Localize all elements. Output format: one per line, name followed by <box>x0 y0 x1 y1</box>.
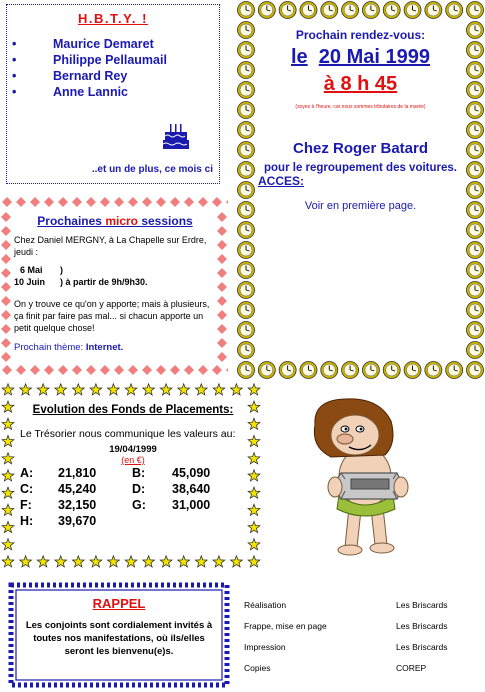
birthday-item <box>7 68 219 84</box>
birthday-title: H.B.T.Y. ! <box>78 11 148 26</box>
clock-icon <box>300 2 317 19</box>
micro-body: On y trouve ce qu'on y apporte; mais à plusieurs, ça finit par faire pas mal... si chacun apporte un petit quelque chose! <box>14 299 210 333</box>
fund-value: 45,090 <box>172 466 211 480</box>
star-icon <box>213 384 225 395</box>
credit-row <box>244 600 474 621</box>
star-icon <box>248 401 260 412</box>
credit-role: Copies <box>244 663 271 673</box>
birthday-cake-icon <box>162 121 190 151</box>
clock-icon <box>300 362 317 379</box>
star-icon <box>248 435 260 446</box>
star-icon <box>125 384 137 395</box>
rendezvous-place: Chez Roger Batard <box>292 140 429 157</box>
clock-icon <box>467 242 484 259</box>
clock-icon <box>238 102 255 119</box>
date-2: 10 Juin <box>14 277 46 287</box>
clock-icon <box>467 362 484 379</box>
clock-icon <box>467 162 484 179</box>
rendezvous-content <box>258 24 463 358</box>
credit-row <box>244 621 474 642</box>
funds-title: Evolution des Fonds de Placements: <box>32 404 234 416</box>
clock-icon <box>238 282 255 299</box>
rendezvous-purpose: pour le regroupement des voitures. <box>264 162 457 174</box>
reminder-title: RAPPEL <box>92 596 146 611</box>
birthday-footer: ..et un de plus, ce mois ci <box>91 164 213 175</box>
star-icon <box>195 384 207 395</box>
star-icon <box>143 556 155 567</box>
star-icon <box>248 470 260 481</box>
funds-intro: Le Trésorier nous communique les valeurs au: <box>20 428 236 440</box>
clock-icon <box>467 182 484 199</box>
bullet: • <box>12 85 17 99</box>
credit-row <box>244 642 474 663</box>
clock-icon <box>238 2 255 19</box>
star-icon <box>20 384 32 395</box>
reminder-text: Les conjoints sont cordialement invités à toutes nos manifestations, où ils/elles seront les bienvenu(e)s. <box>25 620 213 657</box>
clock-icon <box>238 22 255 39</box>
star-icon <box>160 384 172 395</box>
table-row <box>20 497 210 513</box>
star-icon <box>248 539 260 550</box>
clock-icon <box>279 362 296 379</box>
micro-sessions-content <box>14 210 216 364</box>
title-highlight: micro <box>105 214 138 228</box>
date-le: le <box>290 46 308 68</box>
funds-table <box>20 465 210 529</box>
bullet: • <box>12 37 17 51</box>
star-icon <box>248 504 260 515</box>
fund-label: D: <box>132 482 146 496</box>
clock-icon <box>321 362 338 379</box>
clock-icon <box>238 122 255 139</box>
title-suffix: sessions <box>138 214 193 228</box>
fund-label: A: <box>20 466 34 480</box>
star-icon <box>72 384 84 395</box>
fund-value: 31,000 <box>172 498 211 512</box>
credit-who: Les Briscards <box>396 621 448 631</box>
paren: ) <box>60 265 63 275</box>
star-icon <box>2 521 14 532</box>
clock-icon <box>467 22 484 39</box>
fund-value: 39,670 <box>58 514 97 528</box>
title-prefix: Prochaines <box>37 214 106 228</box>
fund-label: B: <box>132 466 146 480</box>
clock-icon <box>467 122 484 139</box>
acces-label: ACCES: <box>258 174 305 188</box>
clock-icon <box>467 342 484 359</box>
funds-content <box>20 402 246 554</box>
star-icon <box>248 418 260 429</box>
clock-icon <box>238 342 255 359</box>
clock-icon <box>362 362 379 379</box>
clock-icon <box>467 302 484 319</box>
theme-label: Prochain thème: <box>14 342 84 353</box>
clock-icon <box>238 242 255 259</box>
clock-icon <box>446 2 463 19</box>
credit-who: COREP <box>396 663 427 673</box>
credit-role: Réalisation <box>244 600 287 610</box>
credit-who: Les Briscards <box>396 600 448 610</box>
star-icon <box>108 384 120 395</box>
clock-icon <box>258 362 275 379</box>
fund-value: 38,640 <box>172 482 211 496</box>
clock-icon <box>342 2 359 19</box>
birthday-item <box>7 84 219 100</box>
fund-value: 21,810 <box>58 466 97 480</box>
star-icon <box>2 487 14 498</box>
star-icon <box>2 504 14 515</box>
fund-label <box>132 513 172 529</box>
star-icon <box>20 556 32 567</box>
reminder-stamp <box>8 582 230 688</box>
clock-icon <box>238 82 255 99</box>
date-value: 20 Mai 1999 <box>318 46 430 68</box>
star-icon <box>213 556 225 567</box>
bullet: • <box>12 69 17 83</box>
birthday-name: Maurice Demaret <box>53 37 154 51</box>
caveman-illustration <box>305 395 425 560</box>
clock-icon <box>279 2 296 19</box>
clock-icon <box>467 42 484 59</box>
clock-icon <box>362 2 379 19</box>
clock-icon <box>467 102 484 119</box>
clock-icon <box>238 262 255 279</box>
rendezvous-note: (soyez à l'heure, car nous sommes tributaires de la marée) <box>295 104 426 110</box>
birthday-name: Bernard Rey <box>53 69 128 83</box>
clock-icon <box>321 2 338 19</box>
clock-icon <box>238 302 255 319</box>
star-icon <box>55 556 67 567</box>
clock-icon <box>238 362 255 379</box>
credit-role: Frappe, mise en page <box>244 621 327 631</box>
clock-icon <box>238 162 255 179</box>
clock-icon <box>467 202 484 219</box>
star-icon <box>90 556 102 567</box>
star-icon <box>125 556 137 567</box>
star-icon <box>248 556 260 567</box>
star-icon <box>55 384 67 395</box>
fund-label: H: <box>20 514 34 528</box>
funds-date: 19/04/1999 <box>109 444 157 455</box>
micro-sessions-box <box>0 196 228 376</box>
star-icon <box>143 384 155 395</box>
star-icon <box>2 418 14 429</box>
birthday-name: Philippe Pellaumail <box>53 53 167 67</box>
clock-icon <box>238 182 255 199</box>
time-text: ) à partir de 9h/9h30. <box>60 277 148 287</box>
fund-label: C: <box>20 482 34 496</box>
fund-value: 32,150 <box>58 498 97 512</box>
star-icon <box>248 384 260 395</box>
credit-row <box>244 663 474 684</box>
credit-role: Impression <box>244 642 286 652</box>
clock-icon <box>467 62 484 79</box>
clock-icon <box>467 142 484 159</box>
birthday-item <box>7 36 219 52</box>
clock-icon <box>404 362 421 379</box>
clock-icon <box>467 282 484 299</box>
clock-icon <box>425 2 442 19</box>
star-icon <box>2 435 14 446</box>
star-icon <box>2 470 14 481</box>
star-icon <box>2 539 14 550</box>
table-row <box>20 465 210 481</box>
clock-icon <box>404 2 421 19</box>
clock-icon <box>467 2 484 19</box>
clock-icon <box>425 362 442 379</box>
star-icon <box>178 384 190 395</box>
fund-label: G: <box>132 498 146 512</box>
clock-icon <box>383 2 400 19</box>
micro-intro: Chez Daniel MERGNY, à La Chapelle sur Erdre, jeudi : <box>14 235 207 257</box>
star-icon <box>37 384 49 395</box>
birthday-list <box>7 36 219 100</box>
star-icon <box>108 556 120 567</box>
micro-theme <box>14 342 216 353</box>
star-icon <box>160 556 172 567</box>
bullet: • <box>12 53 17 67</box>
date-1: 6 Mai <box>20 265 43 275</box>
clock-icon <box>238 202 255 219</box>
star-icon <box>2 556 14 567</box>
clock-icon <box>238 322 255 339</box>
clock-icon <box>342 362 359 379</box>
star-icon <box>2 453 14 464</box>
star-icon <box>2 401 14 412</box>
micro-dates <box>14 264 216 288</box>
star-icon <box>90 384 102 395</box>
credits <box>244 600 474 684</box>
birthday-box <box>6 4 220 184</box>
rendezvous-heading: Prochain rendez-vous: <box>295 28 426 42</box>
rendezvous-date <box>258 46 463 69</box>
clock-icon <box>467 222 484 239</box>
birthday-name: Anne Lannic <box>53 85 129 99</box>
theme-value: Internet. <box>85 342 124 353</box>
reminder-content <box>22 594 216 676</box>
star-icon <box>178 556 190 567</box>
clock-icon <box>467 322 484 339</box>
clock-icon <box>238 142 255 159</box>
star-icon <box>2 384 14 395</box>
star-icon <box>231 556 243 567</box>
star-icon <box>195 556 207 567</box>
clock-icon <box>238 42 255 59</box>
clock-icon <box>383 362 400 379</box>
star-icon <box>248 487 260 498</box>
rendezvous-box <box>236 0 485 380</box>
acces-text: Voir en première page. <box>304 200 417 212</box>
fund-value: 45,240 <box>58 482 97 496</box>
funds-currency: (en €) <box>121 455 145 465</box>
clock-icon <box>467 82 484 99</box>
table-row <box>20 513 210 529</box>
micro-sessions-title <box>14 214 216 228</box>
clock-icon <box>258 2 275 19</box>
birthday-item <box>7 52 219 68</box>
clock-icon <box>446 362 463 379</box>
fund-value <box>172 513 210 529</box>
rendezvous-time: à 8 h 45 <box>323 73 398 95</box>
star-icon <box>37 556 49 567</box>
fund-label: F: <box>20 498 32 512</box>
funds-box <box>0 382 262 570</box>
credit-who: Les Briscards <box>396 642 448 652</box>
table-row <box>20 481 210 497</box>
star-icon <box>231 384 243 395</box>
clock-icon <box>467 262 484 279</box>
star-icon <box>248 521 260 532</box>
clock-icon <box>238 62 255 79</box>
star-icon <box>72 556 84 567</box>
clock-icon <box>238 222 255 239</box>
star-icon <box>248 453 260 464</box>
